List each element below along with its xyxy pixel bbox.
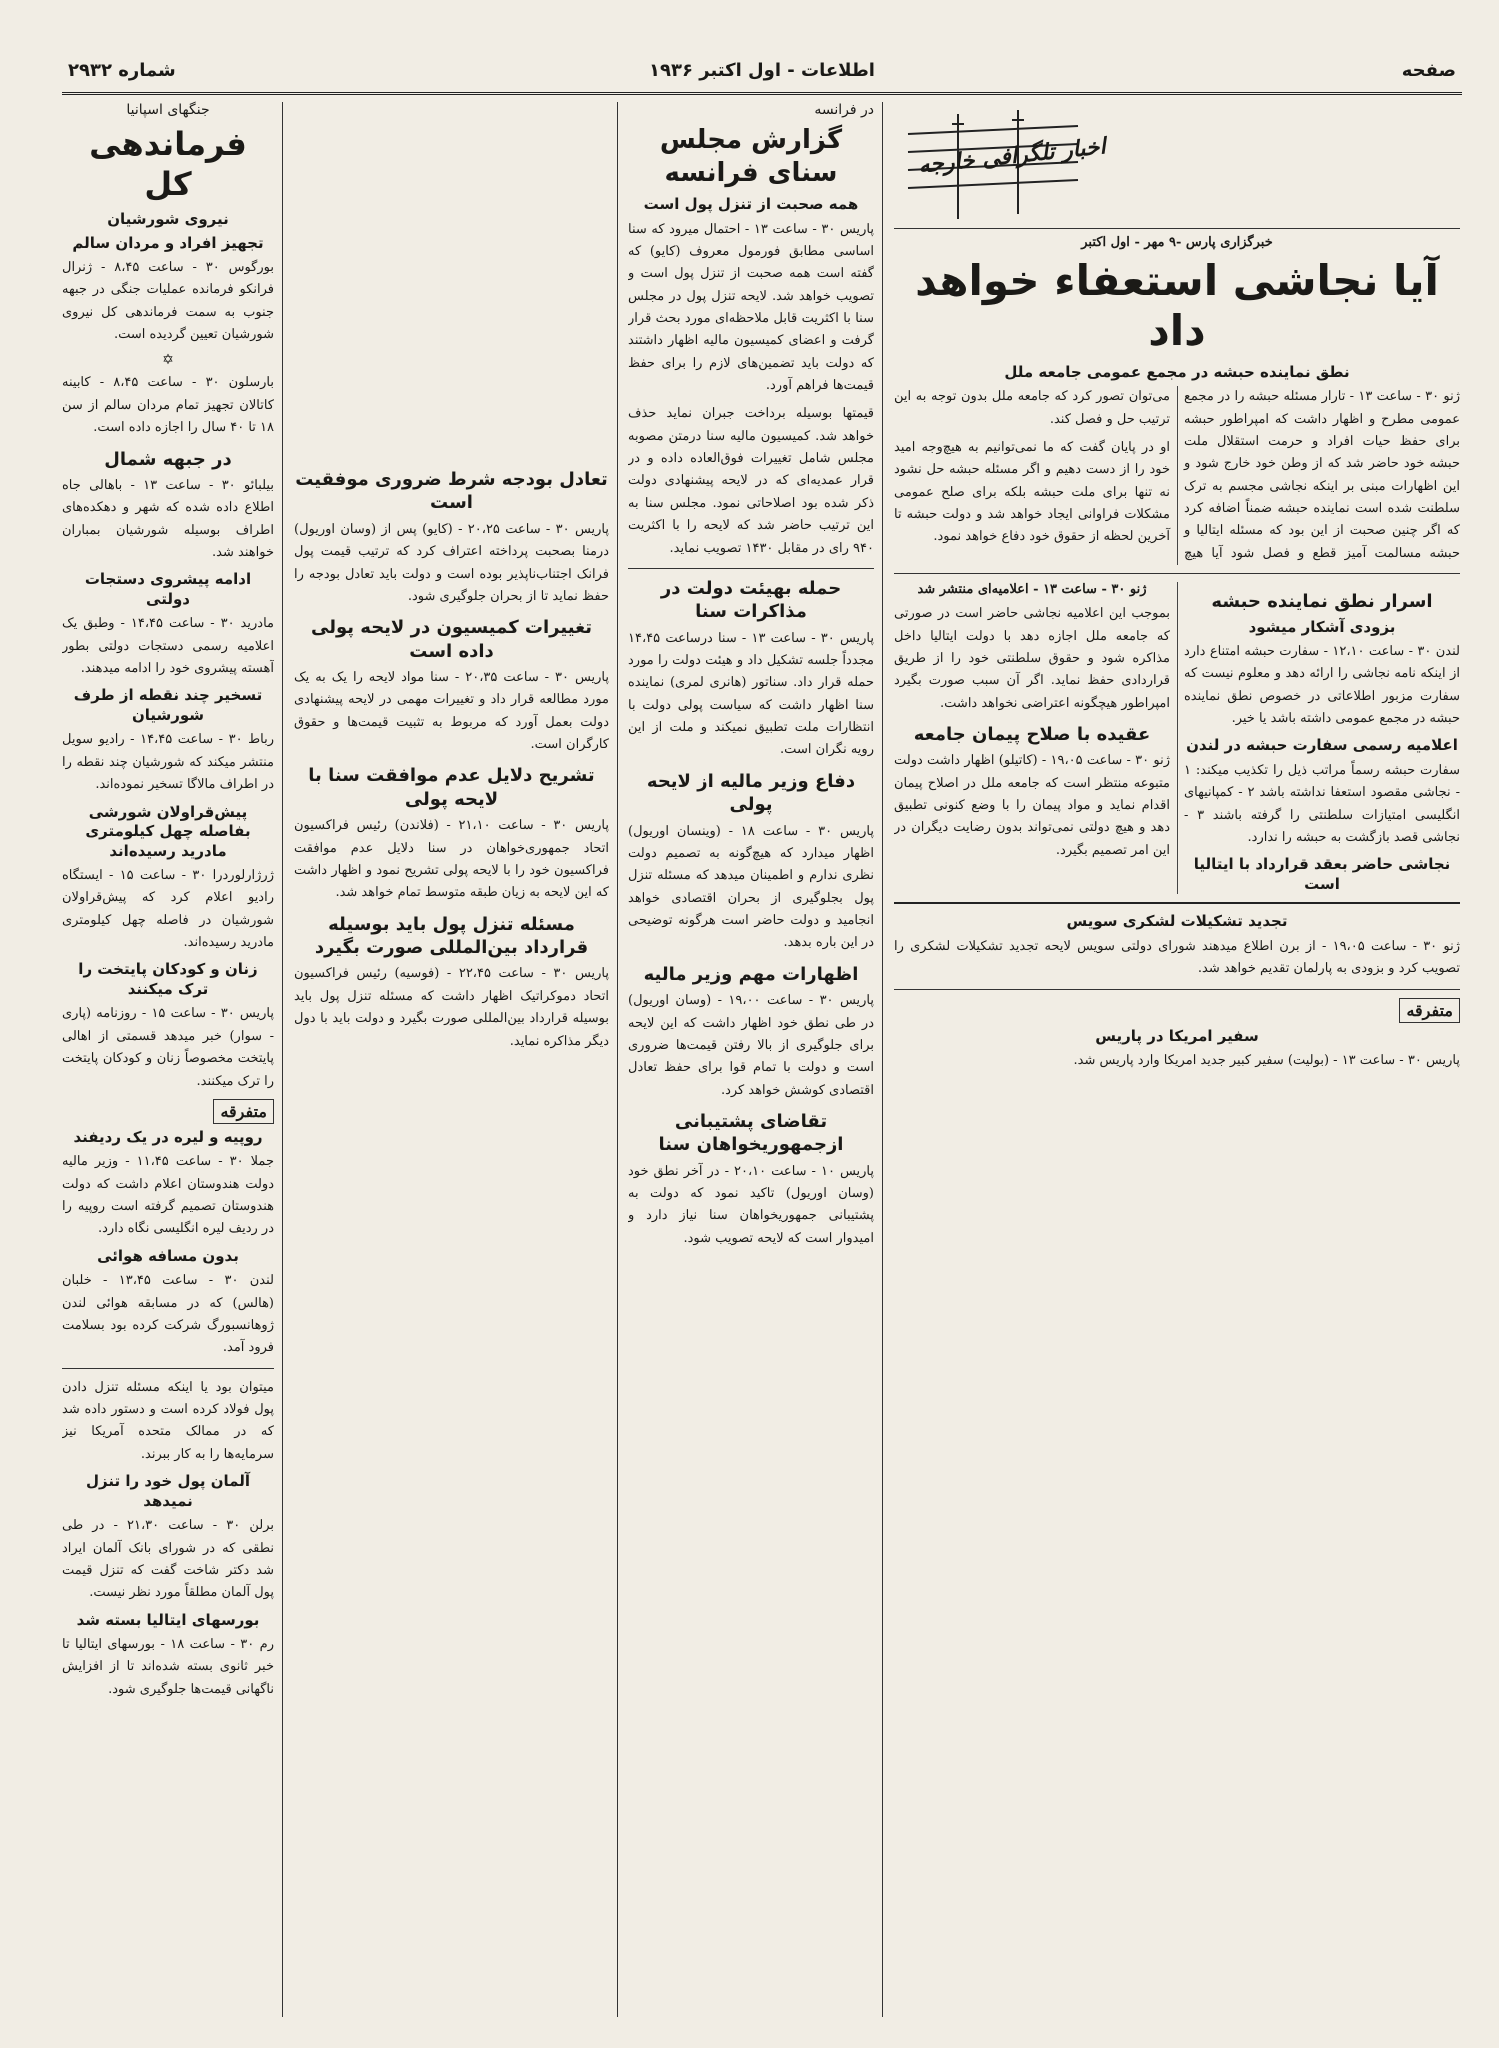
masthead-date: اطلاعات - اول اکتبر ۱۹۳۶: [649, 60, 875, 81]
headline-command: فرماندهی کل: [89, 125, 247, 203]
article-paragraph: پاریس ۳۰ - ساعت ۱۳ - (بولیت) سفیر کبیر جدید امریکا وارد پاریس شد.: [1073, 1053, 1460, 1069]
headline-reasons: تشریح دلایل عدم موافقت سنا با لایحه پولی: [308, 765, 595, 810]
column-spain: جنگهای اسپانیا فرماندهی کل نیروی شورشیان تجهیز افراد و مردان سالم بورگوس ۳۰ - ساعت ۸،۴۵ - ژنرال فرانکو فرمانده عملیات جنگی در جبهه جنوب به سمت فرماندهی کل نیروی شورشیان تعیین گردیده است. ✡ بارسلون ۳۰ - ساعت ۸،۴۵ - کابینه کاتالان تجهیز تمام مردان سالم از سن ۱۸ تا ۴۰ سال را اجازه داده است. در جبهه شمال بیلبائو ۳۰ - ساعت ۱۳ - باهالی جاه اطلاع داده شده که شهر و دهکده‌های اطراف بوسیله شورشیان بمباران خواهند شد. ادامه پیشروی دستجات دولتی مادرید ۳۰ - ساعت ۱۴،۴۵ - وطبق یک اعلامیه رسمی دستجات دولتی بطور آهسته پیشروی خود را ادامه میدهند. تسخیر چند نقطه از طرف شورشیان رباط ۳۰ - ساعت ۱۴،۴۵ - رادیو سویل منتشر میکند که شورشیان چند نقطه را در اطراف مالاگا تسخیر نموده‌اند. پیش‌قراولان شورشی بفاصله چهل کیلومتری مادرید رسیده‌اند ژرژارلوردرا ۳۰ - ساعت ۱۵ - ایستگاه رادیو اعلام کرد که پیش‌قراولان شورشیان در فاصله چهل کیلومتری مادرید رسیده‌اند. زنان و کودکان پایتخت را ترک میکنند پاریس ۳۰ - ساعت ۱۵ - روزنامه (پاری - سوار) خبر میدهد قسمتی از اهالی پایتخت مخصوصاً زنان و کودکان پایتخت را ترک میکنند. متفرقه روپیه و لیره در یک ردیفند جملا ۳۰ - ساعت ۱۱،۴۵ - وزیر مالیه دولت هندوستان اعلام داشت که دولت هندوستان تصمیم گرفته است روپیه را در ردیف لیره انگلیسی نگاه دارد. بدون مسافه هوائی لندن ۳۰ - ساعت ۱۳،۴۵ - خلبان (هالس) که در مسابقه هوائی لندن ژوهانسبورگ شرکت کرده بود بسلامت فرود آمد. میتوان بود یا اینکه مسئله تنزل دادن پول فولاد کرده است و دستور داده شد که در ممالک متحده آمریکا نیز سرمایه‌ها را به کار ببرند. آلمان پول خود را تنزل نمیدهد برلن ۳۰ - ساعت ۲۱،۳۰ - در طی نطقی که در شورای بانک آلمان ایراد شد دکتر شاخت گفت که تنزل قیمت پول آلمان مطلقاً مورد نظر نیست. بورسهای ایتالیا بسته شد رم ۳۰ - ساعت ۱۸ - بورسهای ایتالیا تا خبر ثانوی بسته شده‌اند تا از افزایش ناگهانی قیمت‌ها جلوگیری شود.: [62, 100, 274, 2015]
section-logo: [894, 100, 1460, 229]
article-paragraph: پاریس ۳۰ - ساعت ۲۲،۴۵ - (فوسیه) رئیس فراکسیون اتحاد دموکراتیک اظهار داشت که مسئله تنزل پول باید بوسیله قرارداد بین‌المللی صورت بگیرد و دولت باید با دول دیگر مذاکره نماید.: [294, 966, 609, 1049]
article-paragraph: او در پایان گفت که ما نمی‌توانیم به هیچ‌وجه امید خود را از دست دهیم و اگر مسئله حبشه حل نشود نه تنها برای ملت حبشه بلکه برای صلح عمومی مشکلات فراوانی ایجاد خواهد شد و دولت حبشه تا آخرین لحظه از حقوق خود دفاع خواهد نمود.: [894, 440, 1170, 545]
article-paragraph: سفارت حبشه رسماً مراتب ذیل را تکذیب میکند: ۱ - نجاشی مقصود استعفا نداشته باشد ۲ - کمپانیهای انگلیسی امتیازات سلطنتی را گرفته باشند ۳ - نجاشی قصد بازگشت به حبشه را ندارد.: [1184, 762, 1460, 846]
article-paragraph: مادرید ۳۰ - ساعت ۱۴،۴۵ - وطبق یک اعلامیه رسمی دستجات دولتی بطور آهسته پیشروی خود را ادامه میدهند.: [62, 616, 274, 677]
agency-line: خبرگزاری پارس -۹ مهر - اول اکتبر: [1081, 235, 1273, 250]
subhead-mobilize: تجهیز افراد و مردان سالم: [72, 233, 264, 252]
headline-budget: تعادل بودجه شرط ضروری موفقیت است: [295, 469, 608, 514]
headline-vanguard: پیش‌قراولان شورشی بفاصله چهل کیلومتری مادرید رسیده‌اند: [85, 802, 251, 860]
article-paragraph: بارسلون ۳۰ - ساعت ۸،۴۵ - کابینه کاتالان تجهیز تمام مردان سالم از سن ۱۸ تا ۴۰ سال را اجازه داده است.: [62, 375, 274, 436]
headline-agreement: نجاشی حاضر بعقد قرارداد با ایتالیا است: [1193, 855, 1451, 893]
column-rule: [882, 102, 883, 2017]
headline-italy-bourse: بورسهای ایتالیا بسته شد: [76, 1610, 260, 1629]
headline-evacuation: زنان و کودکان پایتخت را ترک میکنند: [78, 960, 258, 998]
headline-secrets: اسرار نطق نماینده حبشه: [1211, 591, 1433, 613]
issue-number: شماره ۲۹۳۲: [68, 60, 176, 81]
article-paragraph: ژنو ۳۰ - ساعت ۱۹،۰۵ - از برن اطلاع میدهند شورای دولتی سویس لایحه تجدید تشکیلات لشکری را تصویب کرد و بزودی به پارلمان تقدیم خواهد شد.: [894, 938, 1460, 977]
article-paragraph: ژنو ۳۰ - ساعت ۱۳ - تارار مسئله حبشه را در مجمع عمومی مطرح و اظهار داشت که امپراطور حبشه برای حفظ حیات افراد و حرمت استقلال ملت حبشه خود حاضر شد که از وطن خود خارج شود و این اظهارات مبنی بر اینکه نجاشی مجسم به ترک سلطنت شده است نماینده حبشه ضمناً اضافه کرد که اگر چنین صحبت از این بود که مسئله ایتالیا و حبشه مسالمت آمیز قطع و فصل شود آیا هیچ می‌توان تصور کرد که جامعه ملل بدون توجه به این ترتیب حل و فصل کند.: [894, 389, 1460, 561]
column-foreign-news: [894, 100, 1460, 2015]
column-senate-b: [294, 100, 609, 2015]
headline-swiss: تجدید تشکیلات لشکری سویس: [1066, 912, 1288, 931]
headline-advance: ادامه پیشروی دستجات دولتی: [84, 570, 252, 608]
page-label: صفحه: [1401, 60, 1456, 81]
article-paragraph: ژنو ۳۰ - ساعت ۱۹،۰۵ - (کاتیلو) اظهار داشت دولت متبوعه منتظر است که جامعه ملل در اصلاح پیمان اقدام نماید و مواد پیمان را با وضع کنونی تطبیق دهد و هیچ دولتی نمی‌تواند بدون رضایت دیگران در این امر تصمیم بگیرد.: [894, 753, 1170, 858]
column-rule: [617, 102, 618, 2017]
article-paragraph: پاریس ۳۰ - ساعت ۱۳ - احتمال میرود که سنا اساسی مطابق فورمول معروف (کایو) که گفته است همه صحبت از تنزل پول است و تصویب خواهد شد. لایحه تنزل پول در مجلس سنا با اکثریت قابل ملاحظه‌ای مورد بحث قرار گرفت و اعضای کمیسیون مالیه اظهار داشتند که دولت باید تضمین‌های لازم را برای حفظ قیمت‌ها فراهم آورد.: [628, 221, 874, 394]
article-paragraph: پاریس ۱۰ - ساعت ۲۰،۱۰ - در آخر نطق خود (وسان اوریول) تاکید نمود که دولت به پشتیبانی جمهوریخواهان سنا نیاز دارد و امیدوار است که لایحه تصویب شود.: [628, 1163, 874, 1246]
headline-embassy: اعلامیه رسمی سفارت حبشه در لندن: [1186, 736, 1458, 755]
headline-capture: تسخیر چند نقطه از طرف شورشیان: [73, 686, 263, 724]
subhead-secrets: بزودی آشکار میشود: [1248, 617, 1396, 636]
headline-ambassador: سفیر امریکا در پاریس: [1095, 1026, 1259, 1045]
headline-attack: حمله بهیئت دولت در مذاکرات سنا: [660, 577, 842, 623]
article-paragraph: پاریس ۳۰ - ساعت ۱۹،۰۰ - (وسان اوریول) در طی نطق خود اظهار داشت که این لایحه برای جلوگیری از بالا رفتن قیمت‌ها ضروری است و دولت با تمام قوا برای حفظ تعادل اقتصادی کوشش خواهد کرد.: [628, 993, 874, 1098]
headline-air-race: بدون مسافه هوائی: [97, 1246, 239, 1265]
column-senate-a: [628, 100, 874, 2015]
headline-international: مسئله تنزل پول باید بوسیله قرارداد بین‌المللی صورت بگیرد: [314, 913, 589, 959]
kicker-spain: جنگهای اسپانیا: [126, 102, 210, 118]
article-paragraph: پاریس ۳۰ - ساعت ۲۱،۱۰ - (فلاندن) رئیس فراکسیون اتحاد جمهوری‌خواهان در سنا دلایل عدم موافقت فراکسیون خود را با لایحه پولی تشریح نمود و اظهار داشت که این لایحه به زیان طبقه متوسط تمام خواهد شد.: [294, 818, 609, 901]
article-paragraph: میتوان بود یا اینکه مسئله تنزل دادن پول فولاد کرده است و دستور داده شد که در ممالک متحده آمریکا نیز سرمایه‌ها را به کار ببرند.: [62, 1379, 274, 1462]
headline-commission: تغییرات کمیسیون در لایحه پولی داده است: [311, 617, 592, 662]
headline-support: تقاضای پشتیبانی ازجمهوریخواهان سنا: [658, 1110, 844, 1156]
article-paragraph: بموجب این اعلامیه نجاشی حاضر است در صورتی که جامعه ملل اجازه دهد با دولت ایتالیا داخل مذاکره شود و حقوق سلطنتی خود را از طریق قراردادی حفظ نماید. اگر آن سبب صورت بگیرد امپراطور هیچگونه اعتراضی نخواهد داشت.: [894, 606, 1170, 711]
article-paragraph: پاریس ۳۰ - ساعت ۲۰،۲۵ - (کایو) پس از (وسان اوریول) درمنا بصحبت پرداخته اعتراف کرد که ترتیب قیمت پول فرانک اجتناب‌ناپذیر بوده است و دولت باید تعادل بودجه را حفظ نماید تا از بحران جلوگیری شود.: [294, 521, 609, 604]
article-paragraph: ژرژارلوردرا ۳۰ - ساعت ۱۵ - ایستگاه رادیو اعلام کرد که پیش‌قراولان شورشیان در فاصله چهل کیلومتری مادرید رسیده‌اند.: [62, 868, 274, 951]
headline-league-reform: عقیده با صلاح پیمان جامعه: [913, 723, 1151, 745]
article-paragraph: لندن ۳۰ - ساعت ۱۳،۴۵ - خلبان (هالس) که در مسابقه هوائی لندن ژوهانسبورگ شرکت کرده بود بسلامت فرود آمد.: [62, 1273, 274, 1356]
headline-defense: دفاع وزیر مالیه از لایحه پولی: [646, 770, 856, 816]
headline-north: در جبهه شمال: [104, 448, 232, 470]
dateline: ژنو ۳۰ - ساعت ۱۳ - اعلامیه‌ای منتشر شد: [917, 582, 1147, 598]
article-paragraph: قیمتها بوسیله برداخت جبران نماید حذف خواهد شد. کمیسیون مالیه سنا درمتن مصوبه مجلس شامل تغییرات فوق‌العاده داده و در قرار عمدیه‌ای که در لایحه پیشنهادی دولت ذکر شده بود اصلاحاتی نمود. مجلس سنا به این ترتیب حاضر شد که لایحه را با اکثریت ۹۴۰ رای در مقابل ۱۴۳۰ تصویب نماید.: [628, 406, 874, 556]
subhead-senate: همه صحبت از تنزل پول است: [643, 195, 859, 213]
article-paragraph: رباط ۳۰ - ساعت ۱۴،۴۵ - رادیو سویل منتشر میکند که شورشیان چند نقطه را در اطراف مالاگا تسخیر نموده‌اند.: [62, 732, 274, 793]
headline-germany: آلمان پول خود را تنزل نمیدهد: [86, 1472, 250, 1510]
logo-text: اخبار تلگرافی خارجه: [917, 134, 1107, 179]
section-label-misc: متفرقه: [1399, 998, 1460, 1023]
subhead-forces: نیروی شورشیان: [107, 210, 229, 228]
headline-senate: گزارش مجلس سنای فرانسه: [659, 125, 843, 188]
section-label-misc: متفرقه: [213, 1099, 274, 1124]
headline-negus: آیا نجاشی استعفاء خواهد داد: [915, 256, 1439, 356]
masthead: [62, 52, 1462, 95]
headline-rupee: روپیه و لیره در یک ردیفند: [73, 1127, 263, 1146]
article-paragraph: پاریس ۳۰ - ساعت ۱۵ - روزنامه (پاری - سوار) خبر میدهد قسمتی از اهالی پایتخت مخصوصاً زنان و کودکان پایتخت را ترک میکنند.: [62, 1006, 274, 1089]
column-rule: [282, 102, 283, 2017]
newspaper-page: [62, 52, 1462, 2022]
article-paragraph: رم ۳۰ - ساعت ۱۸ - بورسهای ایتالیا تا خبر ثانوی بسته شده‌اند تا از افزایش ناگهانی قیمت‌ها جلوگیری شود.: [62, 1637, 274, 1697]
article-paragraph: پاریس ۳۰ - ساعت ۱۳ - سنا درساعت ۱۴،۴۵ مجدداً جلسه تشکیل داد و هیئت دولت را مورد حمله قرار داد. سناتور (هانری لمری) نماینده سنا اظهار داشت که سیاست پولی دولت با انتظارات ملت تطبیق نمیکند و ملت از این رویه نگران است.: [628, 630, 874, 758]
subhead-negus: نطق نماینده حبشه در مجمع عمومی جامعه ملل: [1004, 362, 1350, 381]
headline-minister: اظهارات مهم وزیر مالیه: [643, 963, 859, 985]
kicker-france: در فرانسه: [814, 102, 874, 118]
article-paragraph: پاریس ۳۰ - ساعت ۱۸ - (وینسان اوریول) اظهار میدارد که هیچ‌گونه به تصمیم دولت نظری ندارم و اطمینان میدهد که مسئله تنزل پول بجلوگیری از بحران اقتصادی خواهد انجامید و دولت حاضر است هرگونه توضیحی در این باره بدهد.: [628, 823, 874, 951]
article-paragraph: برلن ۳۰ - ساعت ۲۱،۳۰ - در طی نطقی که در شورای بانک آلمان ایراد شد دکتر شاخت گفت که تنزل قیمت پول آلمان مطلقاً مورد نظر نیست.: [62, 1518, 274, 1601]
article-paragraph: بیلبائو ۳۰ - ساعت ۱۳ - باهالی جاه اطلاع داده شده که شهر و دهکده‌های اطراف بوسیله شورشیان بمباران خواهند شد.: [62, 477, 274, 560]
article-paragraph: پاریس ۳۰ - ساعت ۲۰،۳۵ - سنا مواد لایحه را یک به یک مورد مطالعه قرار داد و تغییرات مهمی در لایحه پیشنهادی دولت بعمل آورد که مربوط به تثبیت قیمت‌ها و حقوق کارگران است.: [294, 670, 609, 753]
article-paragraph: جملا ۳۰ - ساعت ۱۱،۴۵ - وزیر مالیه دولت هندوستان اعلام داشت که دولت هندوستان تصمیم گرفته است روپیه را در ردیف لیره انگلیسی نگاه دارد.: [62, 1154, 274, 1237]
article-paragraph: لندن ۳۰ - ساعت ۱۲،۱۰ - سفارت حبشه امتناع دارد از اینکه نامه نجاشی را ارائه دهد و معلوم نیست که سفارت مزبور اطلاعاتی در خصوص نطق نماینده حبشه در مجمع عمومی داشته باشد یا خیر.: [1184, 644, 1460, 727]
article-paragraph: بورگوس ۳۰ - ساعت ۸،۴۵ - ژنرال فرانکو فرمانده عملیات جنگی در جبهه جنوب به سمت فرماندهی کل نیروی شورشیان تعیین گردیده است.: [62, 260, 274, 343]
